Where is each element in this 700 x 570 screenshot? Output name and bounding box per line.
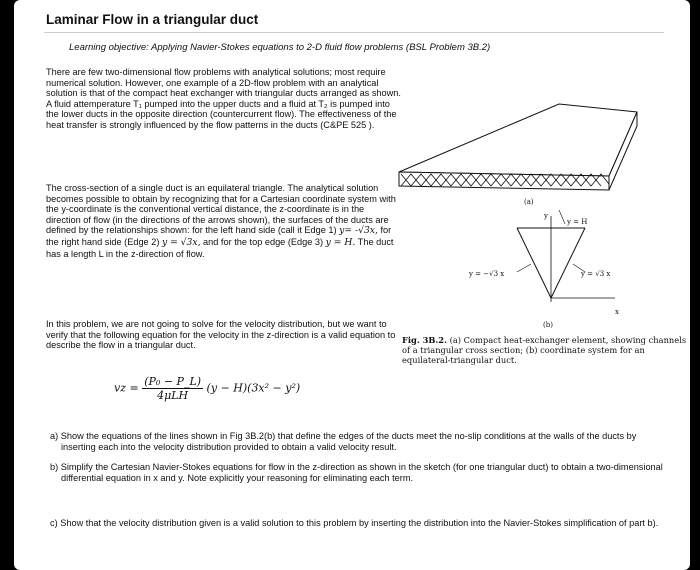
left-edge-label: y = −√3 x	[469, 270, 505, 278]
triangle-coordinate-sketch	[517, 210, 615, 302]
intro-paragraph: There are few two-dimensional flow problems with analytical solutions; most require numerical solution. However, one example of a 2D-flow problem with an analytical solution is that of the compact heat exchanger with triangular ducts arranged as shown. A fluid attemperature T₁ pumped into the upper ducts and a fluid at T₂ is pumped into the lower ducts in the opposite direction (countercurrent flow). The effectiveness of the heat transfer is strongly influenced by the flow patterns in the ducts (C&PE 525 ).	[46, 67, 401, 130]
question-c-text: Show that the velocity distribution given is a valid solution to this problem by inserting the distribution into the Navier-Stokes simplification of part b).	[60, 518, 659, 528]
question-c	[50, 518, 670, 529]
question-a	[50, 431, 670, 453]
verify-paragraph: In this problem, we are not going to solve for the velocity distribution, but we want to verify that the following equation for the velocity in the z-direction is a valid equation to describe the flow in a triangular duct.	[46, 319, 396, 351]
heat-exchanger-sketch	[399, 104, 637, 190]
equation-numerator: (P₀ − P_L)	[144, 375, 202, 388]
edge1-equation: y= -√3x,	[339, 225, 378, 237]
cross-section-text-a: The cross-section of a single duct is an equilateral triangle. The analytical solution becomes possible to obtain by recognizing that for a Cartesian coordinate system with the y-coordinate is the conventional vertical distance, the z-coordinate is in the direction of flow (in the directions of the arrows shown), the surfaces of the ducts are defined by the relationships shown: for the left hand side (call it Edge 1)	[46, 183, 396, 236]
question-a-label: a)	[50, 431, 59, 441]
cross-section-text-c: and for the top edge (Edge 3)	[203, 236, 324, 247]
equation-fraction	[142, 375, 203, 402]
cross-section-text-d: The duct has a length L in the z-direction of flow.	[46, 236, 394, 259]
title-divider	[44, 32, 664, 33]
velocity-equation	[114, 375, 300, 402]
right-edge-label: y = √3 x	[581, 270, 611, 278]
figure-caption	[402, 335, 692, 365]
learning-objective: Learning objective: Applying Navier-Stokes equations to 2-D fluid flow problems (BSL Problem 3B.2)	[69, 42, 491, 53]
equation-denominator: 4μLH	[157, 389, 189, 402]
top-edge-label: y = H	[567, 218, 588, 226]
page-title: Laminar Flow in a triangular duct	[46, 12, 259, 27]
cross-section-text-b: for the right hand side (Edge 2)	[46, 225, 392, 247]
figure-label-a: (a)	[524, 198, 534, 206]
figure-label-b: (b)	[543, 321, 553, 329]
edge3-equation: y = H.	[325, 236, 356, 248]
question-b-label: b)	[50, 462, 59, 472]
document-page	[14, 0, 690, 570]
caption-fig-id: Fig. 3B.2.	[402, 335, 447, 345]
edge2-equation: y = √3x,	[161, 236, 201, 248]
question-b	[50, 462, 670, 484]
y-axis-label: y	[544, 212, 548, 220]
caption-text: (a) Compact heat-exchanger element, showing channels of a triangular cross section; (b) coordinate system for an equilateral-triangular duct.	[402, 335, 687, 365]
equation-rest: (y − H)(3x² − y²)	[206, 381, 301, 395]
question-a-text: Show the equations of the lines shown in Fig 3B.2(b) that define the edges of the ducts meet the no-slip conditions at the walls of the ducts by inserting each into the velocity distribution provided to obtain a valid velocity result.	[60, 431, 637, 452]
question-b-text: Simplify the Cartesian Navier-Stokes equations for flow in the z-direction as shown in the sketch (for one triangular duct) to obtain a two-dimensional differential equation in x and y. Note explicitly your reasoning for eliminating each term.	[60, 462, 663, 483]
x-axis-label: x	[615, 308, 619, 316]
question-c-label: c)	[50, 518, 58, 528]
equation-lhs: vz =	[114, 381, 139, 395]
cross-section-paragraph	[46, 183, 401, 259]
figure-3b2	[389, 92, 639, 332]
